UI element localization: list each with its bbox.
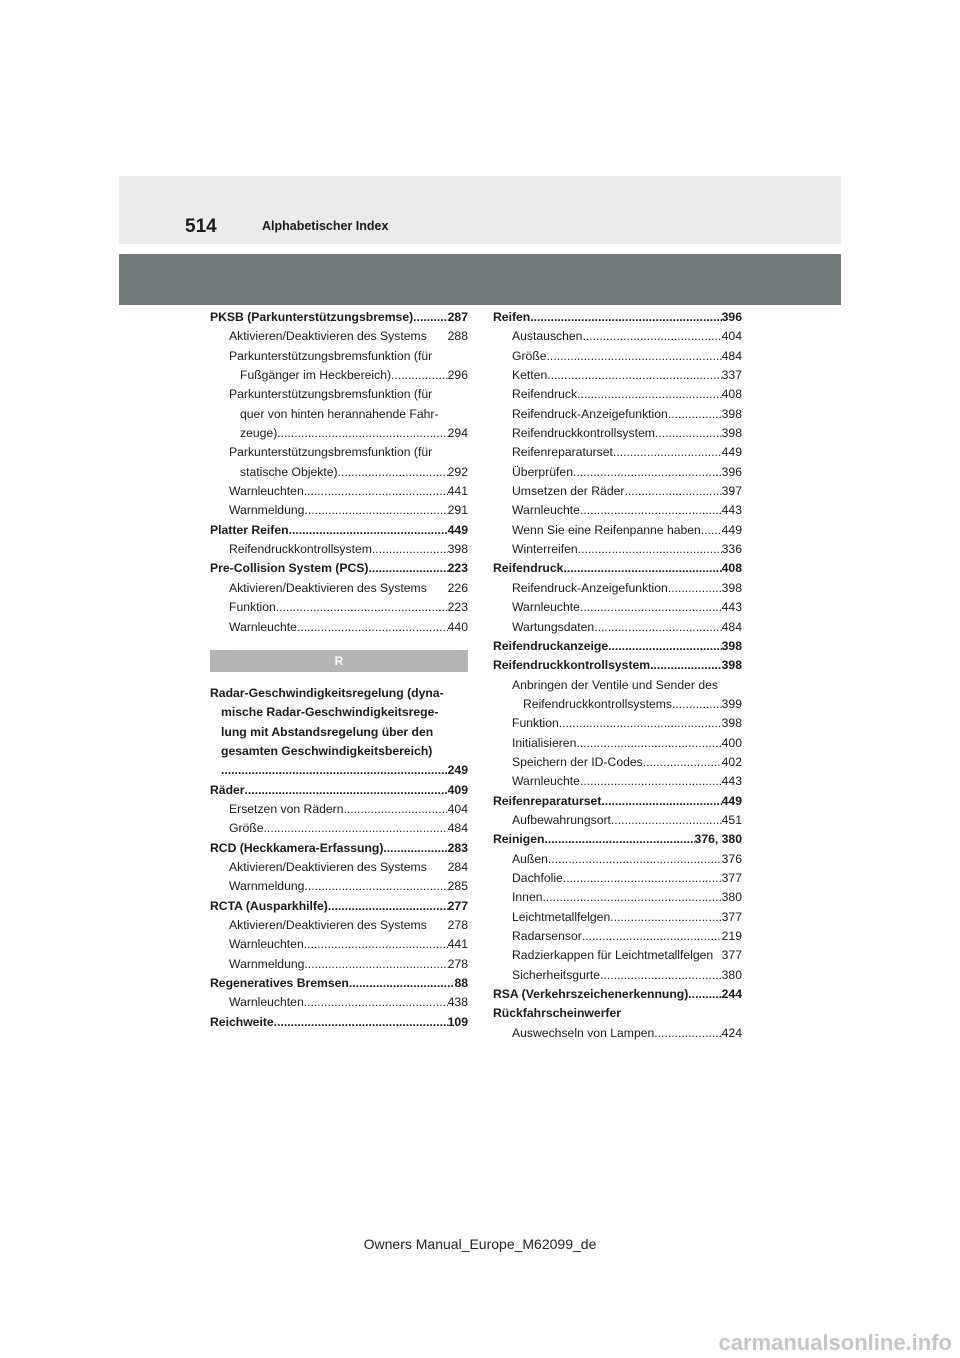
- page-reference: 484: [721, 348, 742, 363]
- index-entry: [493, 308, 742, 327]
- index-entry: Rückfahrscheinwerfer: [493, 1006, 622, 1021]
- leader-dots: [624, 482, 721, 501]
- leader-dots: [547, 366, 721, 385]
- entry-text: Radarsensor: [512, 929, 582, 943]
- entry-text: Wartungsdaten: [512, 619, 595, 634]
- index-subentry: [493, 347, 742, 366]
- entry-text: PKSB (Parkunterstützungsbremse): [210, 310, 414, 324]
- index-subentry: [493, 869, 742, 888]
- entry-text: Funktion: [512, 716, 559, 731]
- index-subentry: [493, 811, 742, 830]
- letter-divider: R: [210, 650, 468, 672]
- page-reference: 402: [721, 754, 742, 769]
- index-subentry: [493, 1024, 742, 1043]
- page-reference: 277: [447, 898, 468, 913]
- leader-dots: [688, 985, 721, 1004]
- page-reference: 336: [721, 542, 742, 557]
- entry-text: Innen: [512, 890, 543, 905]
- leader-dots: [338, 463, 448, 482]
- index-entry: [210, 559, 468, 578]
- entry-text: Fußgänger im Heckbereich): [240, 368, 392, 383]
- entry-text: Regeneratives Bremsen: [210, 976, 349, 990]
- index-subentry: [210, 424, 468, 443]
- entry-text: Reifendruckkontrollsystem: [229, 542, 372, 557]
- index-subentry: [493, 927, 742, 946]
- leader-dots: [304, 482, 448, 501]
- page-reference: 294: [447, 426, 468, 441]
- entry-text: Reifendruckkontrollsystem: [493, 658, 651, 673]
- page-reference: 451: [721, 812, 742, 827]
- leader-dots: [372, 540, 448, 559]
- page-reference: 443: [721, 600, 742, 615]
- index-subentry: [210, 858, 468, 877]
- header-band: [119, 176, 841, 244]
- leader-dots: [304, 935, 448, 954]
- page-reference: 449: [721, 445, 742, 460]
- index-subentry: [210, 993, 468, 1012]
- leader-dots: [643, 753, 722, 772]
- leader-dots: [701, 521, 722, 540]
- leader-dots: [383, 839, 447, 858]
- index-subentry: [493, 521, 742, 540]
- index-subentry: [493, 501, 742, 520]
- entry-text: Reifendruck-Anzeigefunktion: [512, 580, 668, 595]
- page-reference: 284: [447, 859, 468, 874]
- index-subentry: Parkunterstützungsbremsfunktion (für: [229, 445, 433, 460]
- index-entry: [210, 974, 468, 993]
- page-reference: 377: [721, 909, 742, 924]
- index-entry: [210, 897, 468, 916]
- page-reference: 291: [447, 503, 468, 518]
- index-subentry: [493, 385, 742, 404]
- page-reference: 441: [447, 937, 468, 952]
- page-reference: 449: [721, 522, 742, 537]
- index-entry: [210, 839, 468, 858]
- page-reference: 288: [447, 329, 468, 344]
- index-subentry: lung mit Abstandsregelung über den: [221, 724, 434, 739]
- entry-text: Räder: [210, 782, 245, 797]
- page-reference: 377: [721, 948, 742, 963]
- leader-dots: [672, 695, 722, 714]
- entry-text: Reifendruck: [493, 561, 564, 576]
- entry-text: Reifendruckkontrollsystem: [512, 426, 655, 441]
- index-subentry: [493, 850, 742, 869]
- page-reference: 484: [721, 619, 742, 634]
- index-subentry: [210, 501, 468, 520]
- leader-dots: [613, 443, 722, 462]
- entry-text: Initialisieren: [512, 735, 577, 750]
- leader-dots: [578, 540, 722, 559]
- index-subentry: [493, 734, 742, 753]
- entry-text: Aufbewahrungsort: [512, 812, 611, 827]
- page-reference: 283: [447, 840, 468, 855]
- entry-text: Umsetzen der Räder: [512, 484, 625, 499]
- index-subentry: Parkunterstützungsbremsfunktion (für: [229, 348, 433, 363]
- entry-text: Warnleuchte: [512, 600, 580, 615]
- entry-text: Warnleuchten: [229, 995, 304, 1010]
- index-subentry: [493, 908, 742, 927]
- leader-dots: [221, 761, 448, 780]
- index-subentry: [493, 405, 742, 424]
- index-entry: [493, 792, 742, 811]
- index-subentry: [210, 935, 468, 954]
- entry-text: Ketten: [512, 368, 548, 383]
- index-subentry: [210, 618, 468, 637]
- index-entry: [210, 521, 468, 540]
- page-reference: 380: [721, 967, 742, 982]
- index-column-right: [493, 308, 742, 1043]
- page-reference: 398: [721, 658, 742, 673]
- leader-dots: [413, 308, 447, 327]
- page-reference: 376, 380: [694, 832, 742, 847]
- page-reference: 443: [721, 774, 742, 789]
- entry-text: Warnmeldung: [229, 879, 305, 894]
- index-subentry: [210, 540, 468, 559]
- entry-text: Reifen: [493, 310, 531, 324]
- leader-dots: [543, 888, 722, 907]
- leader-dots: [668, 405, 722, 424]
- index-subentry: Anbringen der Ventile und Sender des: [512, 677, 718, 692]
- leader-dots: [577, 385, 722, 404]
- page-reference: 398: [721, 580, 742, 595]
- leader-dots: [274, 1013, 448, 1032]
- page-reference: 287: [447, 310, 468, 324]
- page-reference: 408: [721, 561, 742, 576]
- index-subentry: Parkunterstützungsbremsfunktion (für: [229, 387, 433, 402]
- page-reference: 223: [447, 561, 468, 576]
- page-reference: 409: [447, 782, 468, 797]
- entry-text: Wenn Sie eine Reifenpanne haben: [512, 522, 701, 537]
- page-reference: 398: [721, 638, 742, 653]
- leader-dots: [264, 819, 448, 838]
- entry-text: Aktivieren/Deaktivieren des Systems: [229, 580, 427, 595]
- page-reference: 249: [447, 763, 468, 778]
- index-entry: [210, 1013, 468, 1032]
- index-subentry: [493, 443, 742, 462]
- entry-text: Größe: [512, 348, 547, 363]
- index-subentry: [493, 366, 742, 385]
- entry-text: Sicherheitsgurte: [512, 967, 601, 982]
- index-subentry: [493, 424, 742, 443]
- index-subentry: [493, 714, 742, 733]
- index-entry: [493, 830, 742, 849]
- index-column-left: [210, 308, 468, 1032]
- entry-text: Winterreifen: [512, 542, 578, 557]
- entry-text: RCTA (Ausparkhilfe): [210, 898, 328, 913]
- section-title: Alphabetischer Index: [262, 219, 389, 233]
- leader-dots: [344, 800, 448, 819]
- leader-dots: [650, 656, 722, 675]
- leader-dots: [368, 559, 447, 578]
- leader-dots: [304, 955, 447, 974]
- page-reference: 398: [447, 542, 468, 557]
- index-subentry: [210, 598, 468, 617]
- entry-text: Reifendruckanzeige: [493, 638, 609, 653]
- index-subentry: [493, 695, 742, 714]
- index-subentry: [210, 366, 468, 385]
- entry-text: Reifenreparaturset: [512, 445, 613, 460]
- index-subentry: [210, 819, 468, 838]
- leader-dots: [580, 772, 722, 791]
- leader-dots: [668, 579, 722, 598]
- leader-dots: [276, 598, 448, 617]
- index-subentry: quer von hinten herannahende Fahr-: [240, 406, 439, 421]
- leader-dots: [601, 792, 721, 811]
- index-entry: [210, 781, 468, 800]
- index-subentry: [210, 579, 468, 598]
- entry-text: Warnleuchten: [229, 484, 304, 499]
- page-footer: Owners Manual_Europe_M62099_de: [363, 1236, 597, 1252]
- entry-text: Warnmeldung: [229, 956, 305, 971]
- page-reference: 109: [447, 1014, 468, 1029]
- page-reference: 380: [721, 890, 742, 905]
- leader-dots: [245, 781, 448, 800]
- entry-text: Warnmeldung: [229, 503, 305, 518]
- entry-text: Reifenreparaturset: [493, 793, 602, 808]
- page-reference: 404: [721, 329, 742, 344]
- entry-text: Leichtmetallfelgen: [512, 909, 611, 924]
- title-band: [119, 254, 841, 305]
- leader-dots: [304, 993, 448, 1012]
- leader-dots: [547, 347, 722, 366]
- page-reference: 399: [721, 696, 742, 711]
- leader-dots: [304, 877, 447, 896]
- entry-text: Reifendruck: [512, 387, 578, 402]
- index-subentry: [493, 753, 742, 772]
- index-subentry: [493, 463, 742, 482]
- leader-dots: [594, 618, 721, 637]
- index-subentry: [210, 463, 468, 482]
- leader-dots: [328, 897, 448, 916]
- leader-dots: [580, 598, 722, 617]
- leader-dots: [610, 908, 721, 927]
- leader-dots: [544, 830, 694, 849]
- index-subentry: [493, 618, 742, 637]
- page-reference: 292: [447, 464, 468, 479]
- page-reference: 397: [721, 484, 742, 499]
- index-subentry: [493, 327, 742, 346]
- leader-dots: [391, 366, 448, 385]
- index-subentry: [493, 772, 742, 791]
- index-subentry: [493, 579, 742, 598]
- entry-text: Dachfolie: [512, 870, 563, 885]
- index-entry: [493, 985, 742, 1004]
- page-reference: 438: [447, 995, 468, 1010]
- leader-dots: [582, 327, 721, 346]
- leader-dots: [611, 811, 722, 830]
- entry-text: Warnleuchte: [512, 503, 580, 518]
- leader-dots: [655, 424, 722, 443]
- index-entry: [493, 559, 742, 578]
- index-subentry: [210, 877, 468, 896]
- entry-text: Überprüfen: [512, 464, 573, 479]
- leader-dots: [608, 637, 722, 656]
- entry-text: Warnleuchte: [229, 619, 297, 634]
- entry-text: statische Objekte): [240, 464, 338, 479]
- page-reference: 449: [721, 793, 742, 808]
- entry-text: Auswechseln von Lampen: [512, 1025, 655, 1040]
- entry-text: Außen: [512, 851, 548, 866]
- page-reference: 398: [721, 426, 742, 441]
- entry-text: RCD (Heckkamera-Erfassung): [210, 840, 384, 855]
- entry-text: Reifendruck-Anzeigefunktion: [512, 406, 668, 421]
- entry-text: Funktion: [229, 600, 276, 615]
- entry-text: RSA (Verkehrszeichenerkennung): [493, 987, 689, 1002]
- entry-text: Reifendruckkontrollsystems: [523, 696, 673, 711]
- page-reference: 449: [447, 522, 468, 537]
- index-subentry: [493, 482, 742, 501]
- leader-dots: [600, 966, 722, 985]
- page-reference: 337: [721, 368, 742, 383]
- leader-dots: [563, 559, 721, 578]
- page-reference: 484: [447, 821, 468, 836]
- page-reference: 278: [447, 917, 468, 932]
- page-reference: 441: [447, 484, 468, 499]
- leader-dots: [563, 869, 722, 888]
- page-reference: 408: [721, 387, 742, 402]
- index-entry: Radar-Geschwindigkeitsregelung (dyna-: [210, 685, 444, 700]
- watermark-logo: carmanualsonline.info: [718, 1330, 952, 1355]
- entry-text: Reinigen: [493, 832, 545, 847]
- entry-text: Platter Reifen: [210, 522, 289, 537]
- index-entry: [493, 656, 742, 675]
- entry-text: Warnleuchten: [229, 937, 304, 952]
- index-subentry: [493, 540, 742, 559]
- index-subentry: [210, 916, 468, 935]
- entry-text: Warnleuchte: [512, 774, 580, 789]
- page-reference: 244: [721, 987, 742, 1002]
- leader-dots: [530, 308, 721, 327]
- index-subentry: [493, 966, 742, 985]
- entry-text: Radzierkappen für Leichtmetallfelgen: [512, 948, 714, 963]
- page-reference: 278: [447, 956, 468, 971]
- page-reference: 443: [721, 503, 742, 518]
- page-reference: 226: [447, 580, 468, 595]
- page-reference: 424: [721, 1025, 742, 1040]
- entry-text: zeuge): [240, 426, 278, 441]
- page-reference: 396: [721, 464, 742, 479]
- leader-dots: [289, 521, 448, 540]
- index-subentry: [210, 800, 468, 819]
- page-reference: 219: [721, 929, 742, 943]
- index-subentry: mische Radar-Geschwindigkeitsrege-: [221, 705, 439, 720]
- entry-text: Pre-Collision System (PCS): [210, 561, 369, 576]
- leader-dots: [297, 618, 448, 637]
- entry-text: Ersetzen von Rädern: [229, 801, 344, 816]
- page-reference: 396: [721, 310, 742, 324]
- page-reference: 296: [447, 368, 468, 383]
- index-subentry: [493, 888, 742, 907]
- index-subentry: [493, 598, 742, 617]
- entry-text: Aktivieren/Deaktivieren des Systems: [229, 329, 427, 344]
- index-subentry: [210, 482, 468, 501]
- leader-dots: [349, 974, 455, 993]
- entry-text: Größe: [229, 821, 264, 836]
- index-subentry: [210, 955, 468, 974]
- index-subentry: [210, 327, 468, 346]
- page-reference: 88: [454, 976, 468, 990]
- page-reference: 223: [447, 600, 468, 615]
- entry-text: Reichweite: [210, 1014, 274, 1029]
- page-reference: 285: [447, 879, 468, 894]
- leader-dots: [548, 850, 722, 869]
- entry-text: Austauschen: [512, 329, 583, 344]
- entry-text: Speichern der ID-Codes: [512, 754, 643, 769]
- leader-dots: [576, 734, 721, 753]
- index-entry: [210, 308, 468, 327]
- page-reference: 398: [721, 406, 742, 421]
- page-reference: 404: [447, 801, 468, 816]
- index-subentry: gesamten Geschwindigkeitsbereich): [221, 743, 433, 758]
- index-entry: [493, 637, 742, 656]
- leader-dots: [559, 714, 722, 733]
- leader-dots: [582, 927, 722, 946]
- page-reference: 398: [721, 716, 742, 731]
- page-reference: 377: [721, 870, 742, 885]
- index-subentry: [210, 761, 468, 780]
- leader-dots: [277, 424, 447, 443]
- leader-dots: [580, 501, 722, 520]
- index-subentry: [493, 946, 742, 965]
- page-number: 514: [185, 216, 217, 237]
- page-reference: 376: [721, 851, 742, 866]
- page-reference: 440: [447, 619, 468, 634]
- leader-dots: [304, 501, 447, 520]
- leader-dots: [573, 463, 722, 482]
- page-reference: 400: [721, 735, 742, 750]
- entry-text: Aktivieren/Deaktivieren des Systems: [229, 917, 427, 932]
- entry-text: Aktivieren/Deaktivieren des Systems: [229, 859, 427, 874]
- leader-dots: [654, 1024, 721, 1043]
